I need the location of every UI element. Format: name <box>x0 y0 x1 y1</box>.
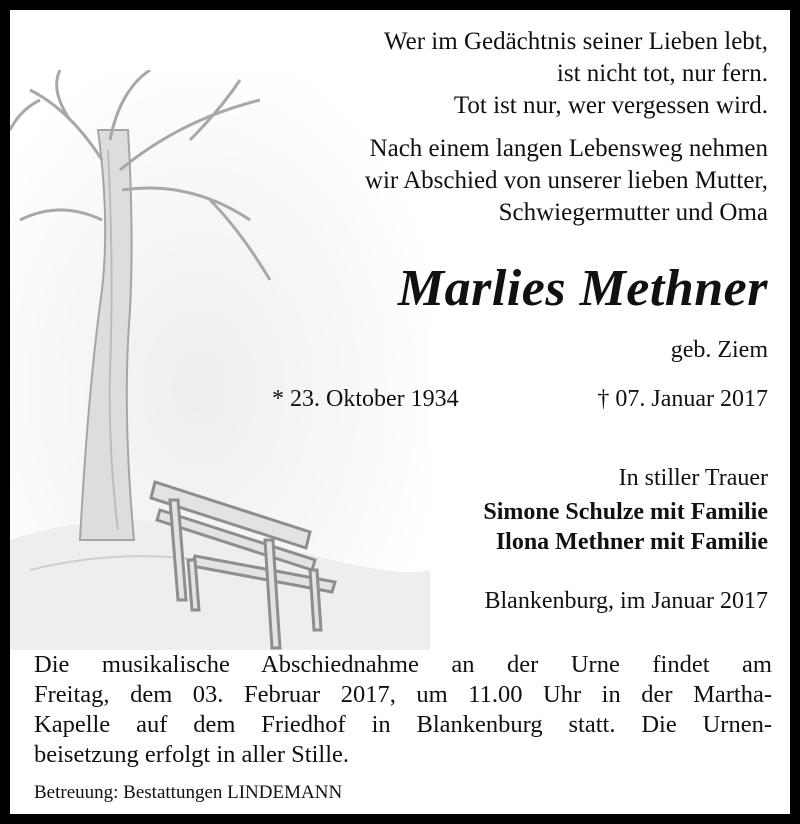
ceremony-notice <box>34 650 772 770</box>
notice-line: beisetzung erfolgt in aller Stille. <box>34 741 350 768</box>
notice-line: Kapelle auf dem Friedhof in Blankenburg statt. Die Urnen- <box>34 711 772 738</box>
intro-line: wir Abschied von unserer lieben Mutter, <box>364 167 768 194</box>
mourning-heading: In stiller Trauer <box>618 465 768 491</box>
intro-line: Schwiegermutter und Oma <box>498 199 768 226</box>
poem-line: Tot ist nur, wer vergessen wird. <box>453 92 768 119</box>
mourner-families <box>483 497 768 557</box>
intro-line: Nach einem langen Lebensweg nehmen <box>369 135 768 162</box>
intro-text <box>365 133 768 229</box>
family-name: Ilona Methner mit Familie <box>495 529 768 555</box>
poem-line: ist nicht tot, nur fern. <box>556 60 768 87</box>
place-and-date: Blankenburg, im Januar 2017 <box>484 588 768 614</box>
birth-date: * 23. Oktober 1934 <box>272 386 459 412</box>
notice-line: Freitag, dem 03. Februar 2017, um 11.00 Uhr in der Martha- <box>34 681 772 708</box>
funeral-home-credit: Betreuung: Bestattungen LINDEMANN <box>34 782 343 803</box>
memorial-poem <box>384 26 768 122</box>
death-date: † 07. Januar 2017 <box>597 386 768 412</box>
family-name: Simone Schulze mit Familie <box>483 499 768 525</box>
maiden-name: geb. Ziem <box>670 337 768 363</box>
poem-line: Wer im Gedächtnis seiner Lieben lebt, <box>384 28 768 55</box>
notice-line: Die musikalische Abschiednahme an der Urne findet am <box>34 651 772 678</box>
deceased-name: Marlies Methner <box>397 260 768 317</box>
